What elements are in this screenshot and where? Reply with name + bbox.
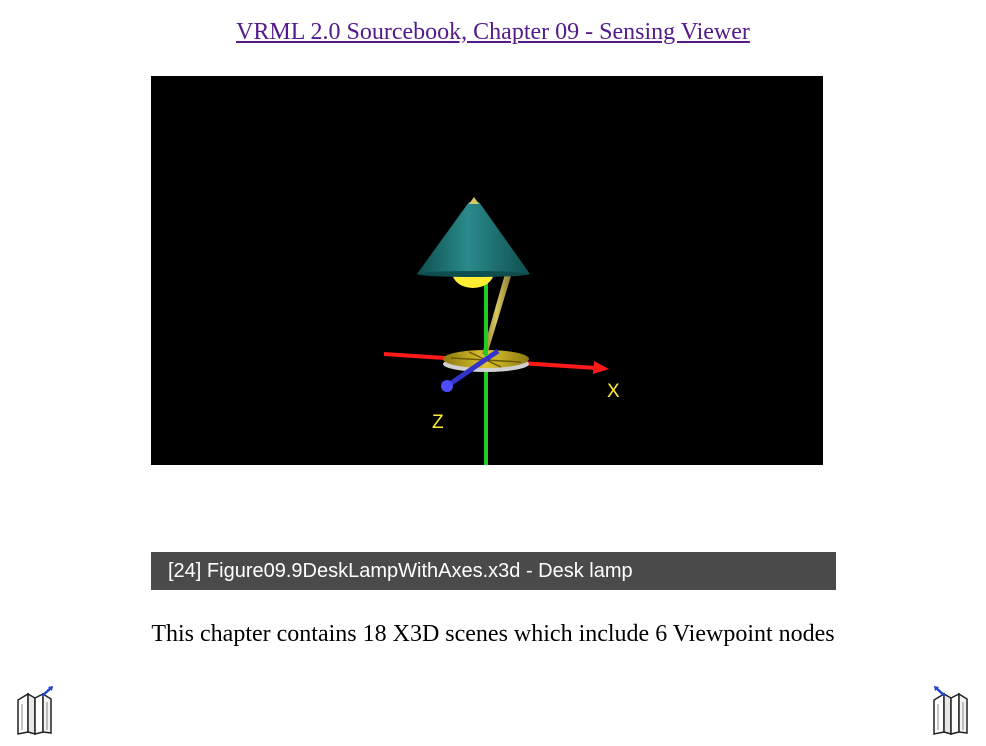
scene-caption: [24] Figure09.9DeskLampWithAxes.x3d - Desk lamp <box>151 552 836 590</box>
book-previous-icon <box>15 686 55 736</box>
book-next-icon <box>931 686 971 736</box>
lamp-shade-finial <box>469 197 479 204</box>
scene-canvas[interactable] <box>151 76 823 465</box>
z-axis-label: Z <box>432 412 444 433</box>
chapter-title-link[interactable]: VRML 2.0 Sourcebook, Chapter 09 - Sensing Viewer <box>236 19 750 45</box>
lamp-post <box>484 281 488 356</box>
z-axis-tip <box>441 380 453 392</box>
next-chapter-button[interactable] <box>931 686 971 736</box>
x-axis-arrowhead <box>593 361 609 374</box>
chapter-summary: This chapter contains 18 X3D scenes which include 6 Viewpoint nodes <box>151 621 835 647</box>
x3d-scene-viewer[interactable] <box>151 76 823 465</box>
lamp-shade-rim <box>417 271 529 277</box>
previous-chapter-button[interactable] <box>15 686 55 736</box>
x-axis-label: X <box>607 381 620 402</box>
lamp-shade <box>417 202 530 274</box>
